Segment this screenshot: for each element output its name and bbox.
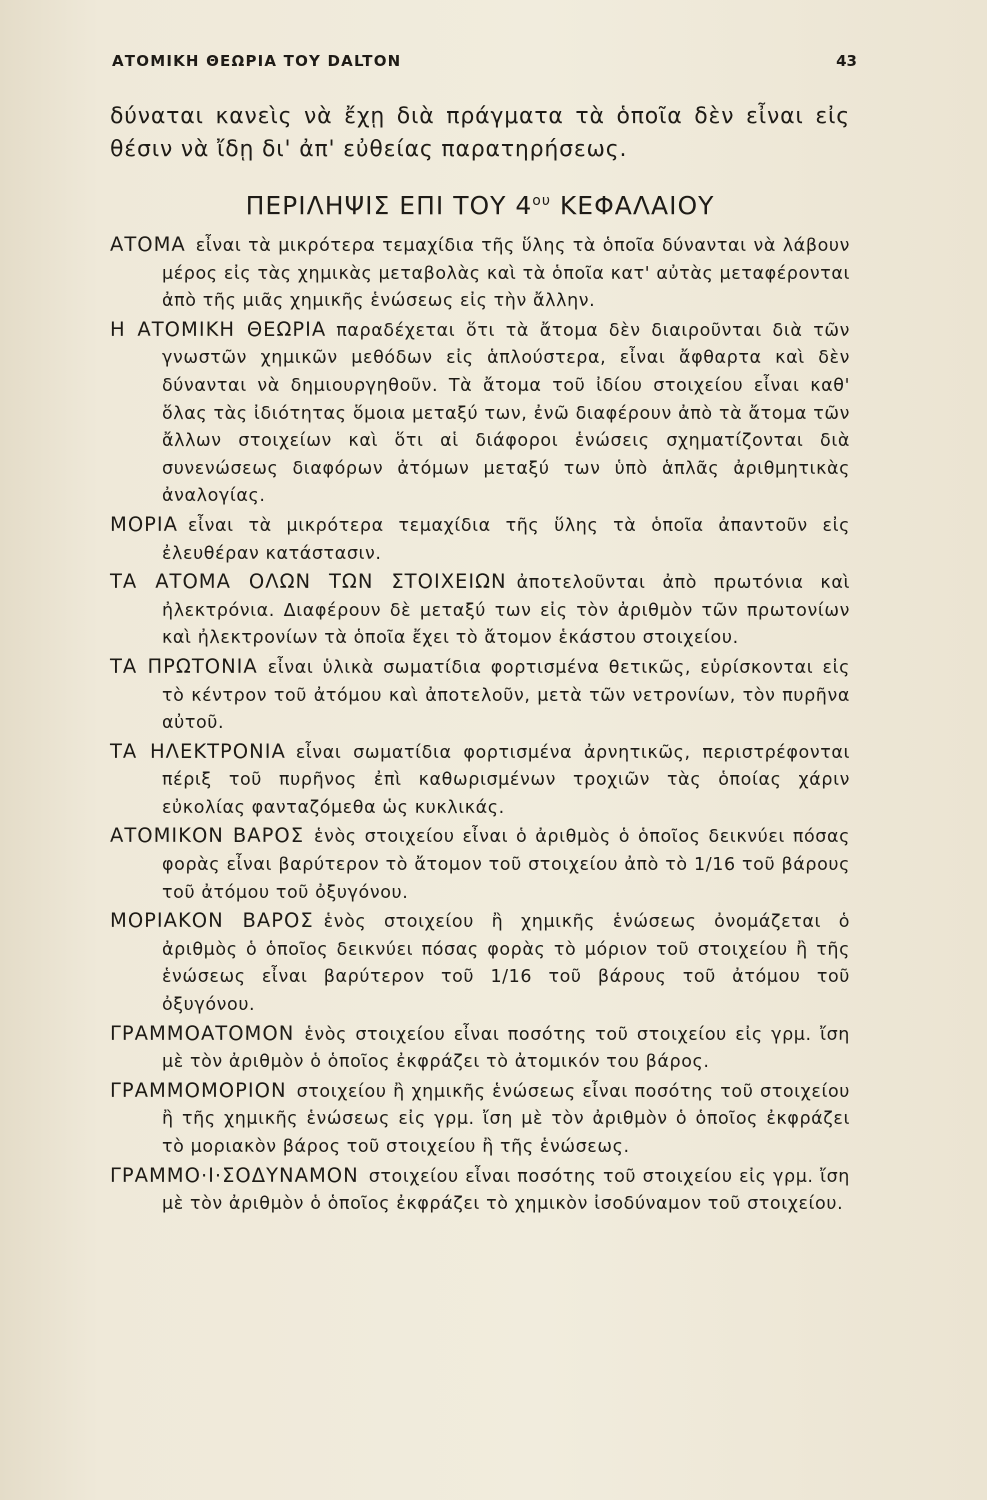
summary-entry — [110, 1077, 850, 1162]
summary-entry — [110, 822, 850, 907]
entry-term: ΑΤΟΜΑ — [110, 233, 186, 256]
running-title: ΑΤΟΜΙΚΗ ΘΕΩΡΙΑ ΤΟΥ DALTON — [112, 52, 402, 70]
entry-definition: στοιχείου εἶναι ποσότης τοῦ στοιχείου εἰς γρμ. ἴση μὲ τὸν ἀριθμὸν ὁ ὁποῖος ἐκφράζει τὸ χημικὸν ἰσοδύναμον τοῦ στοιχείου. — [162, 1166, 850, 1215]
entry-definition: ἑνὸς στοιχείου εἶναι ποσότης τοῦ στοιχείου εἰς γρμ. ἴση μὲ τὸν ἀριθμὸν ὁ ὁποῖος ἐκφράζει τὸ ἀτομικόν του βάρος. — [162, 1024, 850, 1073]
summary-entry — [110, 231, 850, 316]
entry-term: ΜΟΡΙΑ — [110, 512, 179, 536]
summary-entry — [110, 316, 850, 511]
entry-term: ΓΡΑΜΜΟΜΟΡΙΟΝ — [110, 1078, 287, 1102]
entry-definition: ἑνὸς στοιχείου ἢ χημικῆς ἑνώσεως ὀνομάζεται ὁ ἀριθμὸς ὁ ὁποῖος δεικνύει πόσας φορὰς τὸ μόριον τοῦ στοιχείου ἢ τῆς ἑνώσεως εἶναι βαρύτερον τοῦ 1/16 τοῦ βάρους τοῦ ἀτόμου τοῦ ὀξυγόνου. — [162, 912, 850, 1016]
summary-entry — [110, 1020, 850, 1077]
summary-heading-text: ΠΕΡΙΛΗΨΙΣ ΕΠΙ ΤΟΥ 4 — [245, 191, 533, 220]
summary-entry — [110, 738, 850, 823]
intro-paragraph: δύναται κανεὶς νὰ ἔχῃ διὰ πράγματα τὰ ὁποῖα δὲν εἶναι εἰς θέσιν νὰ ἴδῃ δι' ἀπ' εὐθείας παρατηρήσεως. — [110, 104, 850, 162]
entry-term: ΤΑ ΗΛΕΚΤΡΟΝΙΑ — [110, 739, 286, 763]
entry-definition: εἶναι τὰ μικρότερα τεμαχίδια τῆς ὕλης τὰ ὁποῖα ἀπαντοῦν εἰς ἐλευθέραν κατάστασιν. — [162, 515, 850, 564]
entry-term: ΜΟΡΙΑΚΟΝ ΒΑΡΟΣ — [110, 909, 314, 933]
page-body — [110, 100, 850, 1219]
summary-entries — [110, 231, 850, 1219]
summary-heading-tail: ΚΕΦΑΛΑΙΟΥ — [550, 191, 715, 220]
running-head — [112, 52, 857, 74]
summary-entry — [110, 653, 850, 738]
summary-entry — [110, 1162, 850, 1219]
summary-heading — [110, 184, 850, 223]
entry-definition: εἶναι σωματίδια φορτισμένα ἀρνητικῶς, περιστρέφονται πέριξ τοῦ πυρῆνος ἐπὶ καθωρισμένων τροχιῶν τὰς ὁποίας χάριν εὐκολίας φανταζόμεθα ὡς κυκλικάς. — [162, 742, 850, 818]
entry-term: ΤΑ ΠΡΩΤΟΝΙΑ — [110, 654, 258, 678]
summary-entry — [110, 907, 850, 1019]
entry-definition: εἶναι ὑλικὰ σωματίδια φορτισμένα θετικῶς, εὑρίσκονται εἰς τὸ κέντρον τοῦ ἀτόμου καὶ ἀποτελοῦν, μετὰ τῶν νετρονίων, τὸν πυρῆνα αὐτοῦ. — [162, 657, 850, 734]
summary-heading-superscript: ου — [532, 193, 551, 209]
entry-term: ΓΡΑΜΜΟ·Ι·ΣΟΔΥΝΑΜΟΝ — [110, 1163, 359, 1187]
entry-definition: εἶναι τὰ μικρότερα τεμαχίδια τῆς ὕλης τὰ ὁποῖα δύνανται νὰ λάβουν μέρος εἰς τὰς χημικὰς μεταβολὰς καὶ τὰ ὁποῖα κατ' αὐτὰς μεταφέρονται ἀπὸ τῆς μιᾶς χημικῆς ἑνώσεως εἰς τὴν ἄλλην. — [162, 236, 850, 312]
entry-term: ΑΤΟΜΙΚΟΝ ΒΑΡΟΣ — [110, 824, 305, 848]
summary-entry — [110, 511, 850, 568]
entry-definition: στοιχείου ἢ χημικῆς ἑνώσεως εἶναι ποσότης τοῦ στοιχείου ἢ τῆς χημικῆς ἑνώσεως εἰς γρμ. ἴση μὲ τὸν ἀριθμὸν ὁ ὁποῖος ἐκφράζει τὸ μοριακὸν βάρος τοῦ στοιχείου ἢ τῆς ἑνώσεως. — [162, 1081, 850, 1157]
page-number: 43 — [836, 52, 857, 70]
entry-definition: ἀποτελοῦνται ἀπὸ πρωτόνια καὶ ἠλεκτρόνια. Διαφέρουν δὲ μεταξύ των εἰς τὸν ἀριθμὸν τῶν πρωτονίων καὶ ἠλεκτρονίων τὰ ὁποῖα ἔχει τὸ ἄτομον ἑκάστου στοιχείου. — [162, 573, 850, 649]
entry-term: ΤΑ ΑΤΟΜΑ ΟΛΩΝ ΤΩΝ ΣΤΟΙΧΕΙΩΝ — [110, 570, 507, 594]
entry-definition: παραδέχεται ὅτι τὰ ἄτομα δὲν διαιροῦνται διὰ τῶν γνωστῶν χημικῶν μεθόδων εἰς ἁπλούστερα, εἶναι ἄφθαρτα καὶ δὲν δύνανται νὰ δημιουργηθοῦν. Τὰ ἄτομα τοῦ ἰδίου στοιχείου εἶναι καθ' ὅλας τὰς ἰδιότητας ὅμοια μεταξύ των, ἐνῶ διαφέρουν ἀπὸ τὰ ἄτομα τῶν ἄλλων στοιχείων καὶ ὅτι αἱ διάφοροι ἑνώσεις σχηματίζονται διὰ συνενώσεως διαφόρων ἀτόμων μεταξύ των ὑπὸ ἁπλᾶς ἀριθμητικὰς ἀναλογίας. — [162, 320, 851, 507]
entry-definition: ἑνὸς στοιχείου εἶναι ὁ ἀριθμὸς ὁ ὁποῖος δεικνύει πόσας φορὰς εἶναι βαρύτερον τὸ ἄτομον τοῦ στοιχείου ἀπὸ τὸ 1/16 τοῦ βάρους τοῦ ἀτόμου τοῦ ὀξυγόνου. — [162, 827, 851, 903]
entry-term: Η ΑΤΟΜΙΚΗ ΘΕΩΡΙΑ — [110, 317, 327, 341]
entry-term: ΓΡΑΜΜΟΑΤΟΜΟΝ — [110, 1021, 295, 1045]
summary-entry — [110, 568, 850, 653]
